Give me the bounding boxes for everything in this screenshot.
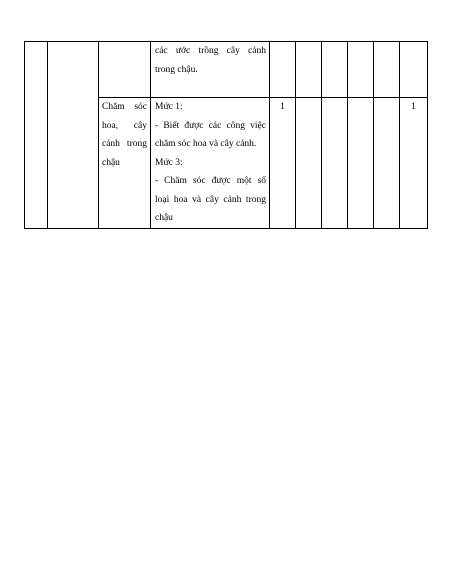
topic-line: chậu bbox=[102, 157, 120, 168]
chapter-cell bbox=[48, 42, 99, 229]
count-cell bbox=[400, 42, 428, 98]
count-cell bbox=[374, 98, 400, 229]
requirement-line: các ước trồng cây cảnh bbox=[155, 46, 266, 56]
requirement-cell bbox=[151, 98, 270, 229]
count-cell bbox=[348, 98, 374, 229]
count-cell: 1 bbox=[400, 98, 428, 229]
requirement-line: chậu bbox=[155, 213, 173, 223]
count-cell bbox=[374, 42, 400, 98]
topic-line: Chăm sóc bbox=[102, 102, 147, 112]
topic-line: cảnh trong bbox=[102, 139, 147, 149]
topic-line: hoa, cây bbox=[102, 120, 147, 131]
table-row bbox=[25, 42, 428, 98]
count-cell bbox=[296, 98, 322, 229]
requirement-line: trong chậu. bbox=[155, 64, 198, 75]
requirement-line: - Biết được các công việc bbox=[155, 120, 266, 131]
requirement-line: Mức 1: bbox=[155, 102, 183, 112]
requirement-line: Mức 3: bbox=[155, 157, 183, 168]
count-cell: 1 bbox=[270, 98, 296, 229]
requirement-line: chăm sóc hoa và cây cảnh. bbox=[155, 139, 257, 149]
count-cell bbox=[322, 42, 348, 98]
count-cell bbox=[270, 42, 296, 98]
requirement-line: - Chăm sóc được một số bbox=[155, 176, 266, 186]
count-cell bbox=[348, 42, 374, 98]
requirement-line: loại hoa và cây cảnh trong bbox=[155, 194, 266, 205]
index-cell bbox=[25, 42, 48, 229]
count-cell bbox=[296, 42, 322, 98]
topic-cell bbox=[99, 98, 151, 229]
requirement-cell bbox=[151, 42, 270, 98]
topic-cell bbox=[99, 42, 151, 98]
assessment-matrix-table bbox=[24, 41, 428, 229]
count-cell bbox=[322, 98, 348, 229]
